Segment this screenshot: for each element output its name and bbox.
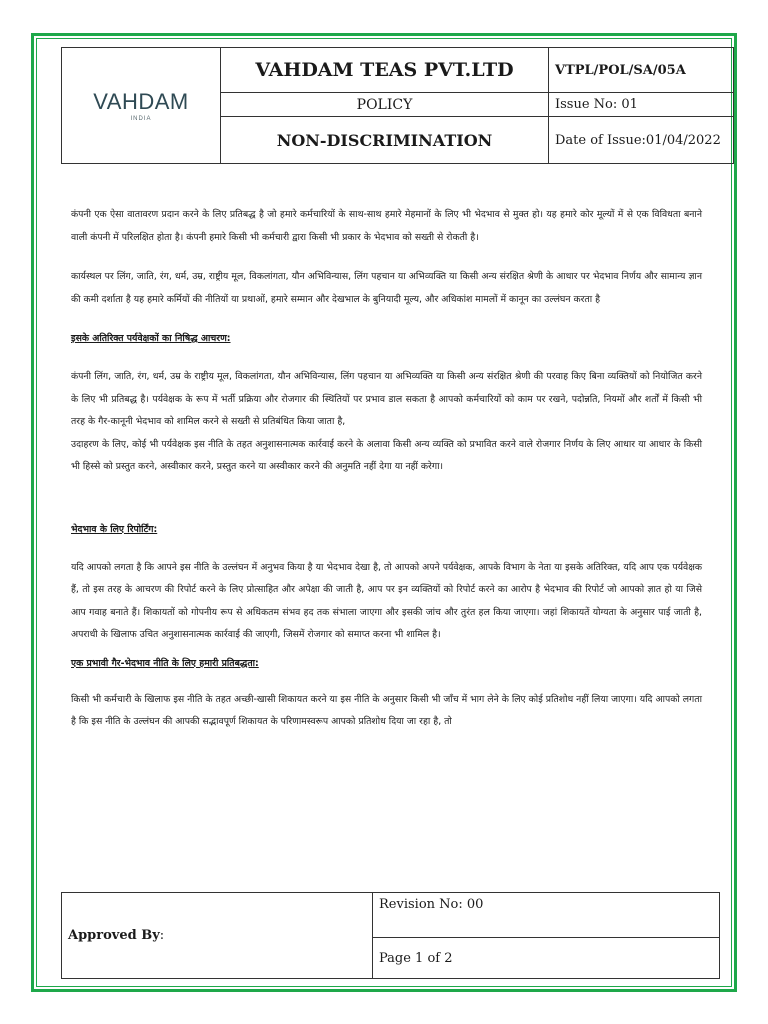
issue-number: Issue No: 01 bbox=[549, 93, 733, 117]
paragraph-employment: कंपनी लिंग, जाति, रंग, धर्म, उम्र के राष्ट्रीय मूल, विकलांगता, यौन अभिविन्यास, लिंग पहचान या अभिव्यक्ति या किसी अन्य संरक्षित श्रेणी की परवाह किए बिना व्यक्तियों को नियोजित करने के लिए भी प्रतिबद्ध है। पर्यवेक्षक के रूप में भर्ती प्रक्रिया और रोजगार की स्थितियों पर प्रभाव डाल सकता है आपको कर्मचारियों को काम पर रखने, पदोन्नति, नियमों और शर्तों में किसी भी तरह के गैर-कानूनी भेदभाव को शामिल करने से सख्ती से प्रतिबंधित किया जाता है, bbox=[71, 371, 702, 427]
document-number: VTPL/POL/SA/05A bbox=[549, 48, 733, 93]
revision-number: Revision No: 00 bbox=[373, 893, 719, 938]
date-of-issue: Date of Issue:01/04/2022 bbox=[555, 132, 721, 148]
approved-by bbox=[62, 893, 373, 978]
document-header-table bbox=[61, 47, 734, 164]
approved-by-colon: : bbox=[159, 928, 165, 943]
policy-title: NON-DISCRIMINATION bbox=[221, 117, 549, 163]
paragraph-example: उदाहरण के लिए, कोई भी पर्यवेक्षक इस नीति के तहत अनुशासनात्मक कार्रवाई करने के अलावा किसी अन्य व्यक्ति को प्रभावित करने वाले रोजगार निर्णय के लिए आधार या आधार के किसी भी हिस्से को प्रस्तुत करने, अस्वीकार करने, प्रस्तुत करने या अस्वीकार करने की अनुमति नहीं देगा या नहीं करेगा। bbox=[71, 438, 702, 472]
paragraph-reporting: यदि आपको लगता है कि आपने इस नीति के उल्लंघन में अनुभव किया है या भेदभाव देखा है, तो आपको अपने पर्यवेक्षक, आपके विभाग के नेता या इसके अतिरिक्त, यदि आप एक पर्यवेक्षक हैं, तो इस तरह के आचरण की रिपोर्ट करने के लिए प्रोत्साहित और अपेक्षा की जाती है, आप पर इन व्यक्तियों को रिपोर्ट करने का आरोप है भेदभाव की रिपोर्ट जो आपको ज्ञात हो या जिसे आप गवाह बनाते हैं। शिकायतों को गोपनीय रूप से अधिकतम संभव हद तक संभाला जाएगा और इसकी जांच और तुरंत हल किया जाएगा। जहां शिकायतें योग्यता के अनुसार पाई जाती है, अपराधी के खिलाफ उचित अनुशासनात्मक कार्रवाई की जाएगी, जिसमें रोजगार को समाप्त करना भी शामिल है। bbox=[71, 561, 702, 640]
company-logo bbox=[62, 48, 221, 163]
logo-subtext: INDIA bbox=[130, 116, 152, 122]
heading-reporting: भेदभाव के लिए रिपोर्टिंग: bbox=[71, 523, 158, 535]
approved-by-label: Approved By bbox=[68, 928, 160, 943]
company-name: VAHDAM TEAS PVT.LTD bbox=[221, 48, 549, 93]
page-number: Page 1 of 2 bbox=[379, 950, 453, 966]
logo-text: VAHDAM bbox=[93, 89, 189, 114]
paragraph-intro: कंपनी एक ऐसा वातावरण प्रदान करने के लिए प्रतिबद्ध है जो हमारे कर्मचारियों के साथ-साथ हमारे मेहमानों के लिए भी भेदभाव से मुक्त हो। यह हमारे कोर मूल्यों में से एक विविधता बनाने वाली कंपनी में परिलक्षित होता है। कंपनी हमारे किसी भी कर्मचारी द्वारा किसी भी प्रकार के भेदभाव को सख्ती से रोकती है। bbox=[71, 209, 702, 243]
heading-commitment: एक प्रभावी गैर-भेदभाव नीति के लिए हमारी प्रतिबद्धता: bbox=[71, 657, 259, 669]
policy-body bbox=[71, 204, 702, 734]
paragraph-retaliation: किसी भी कर्मचारी के खिलाफ इस नीति के तहत अच्छी-खासी शिकायत करने या इस नीति के अनुसार किसी भी जाँच में भाग लेने के लिए कोई प्रतिशोध नहीं लिया जाएगा। यदि आपको लगता है कि इस नीति के उल्लंघन की आपकी सद्भावपूर्ण शिकायत के परिणामस्वरूप आपको प्रतिशोध दिया जा रहा है, तो bbox=[71, 693, 702, 727]
heading-supervisors: इसके अतिरिक्त पर्यवेक्षकों का निषिद्ध आचरण: bbox=[71, 333, 231, 344]
policy-label: POLICY bbox=[221, 93, 549, 117]
paragraph-workplace: कार्यस्थल पर लिंग, जाति, रंग, धर्म, उम्र, राष्ट्रीय मूल, विकलांगता, यौन अभिविन्यास, लिंग पहचान या अभिव्यक्ति या किसी अन्य संरक्षित श्रेणी के आधार पर भेदभाव निर्णय और सामान्य ज्ञान की कमी दर्शाता है यह हमारे कर्मियों की नीतियों या प्रथाओं, हमारे सम्मान और देखभाल के बुनियादी मूल्य, और अधिकांश मामलों में कानून का उल्लंघन करता है bbox=[71, 271, 702, 305]
document-footer-table bbox=[61, 892, 720, 979]
